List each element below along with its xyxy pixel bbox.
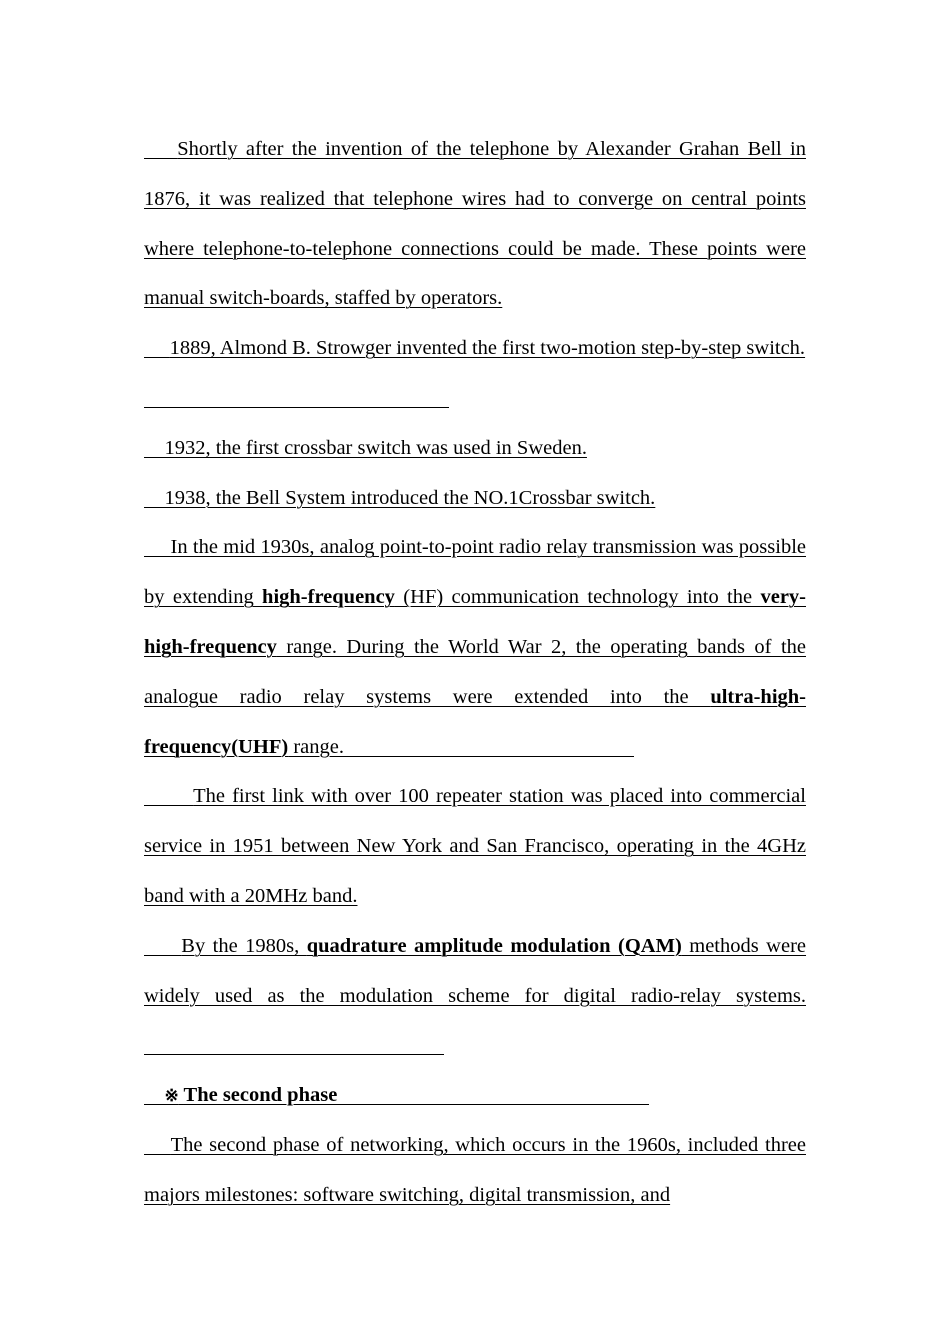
paragraph-text: The first link with over 100 repeater station was placed into commercial service in 1951 between New York and San Francisco, operating in the 4GHz band with a 20MHz band. [144,785,806,907]
paragraph-text: 1932, the first crossbar switch was used in Sweden. [164,436,587,459]
section-heading-text: The second phase [183,1084,338,1107]
underline-fill [344,755,634,757]
paragraph-text: By the 1980s, [181,934,307,957]
paragraph-telephone-invention [144,125,806,324]
document-page [144,125,806,1221]
paragraph-text: 1938, the Bell System introduced the NO.1Crossbar switch. [164,486,656,509]
underline-fill [144,406,449,408]
paragraph-second-phase [144,1121,806,1221]
paragraph-text: range. [288,735,345,758]
underline-fill [337,1103,649,1105]
paragraph-text: methods were widely used as the modulation scheme for digital radio-relay systems. [144,934,807,1007]
underline-fill [144,1053,444,1055]
paragraph-strowger [144,324,806,424]
paragraph-text: Shortly after the invention of the telephone by Alexander Grahan Bell in 1876, it was realized that telephone wires had to converge on central points where telephone-to-telephone connections could be made. These points were manual switch-boards, staffed by operators. [144,138,806,310]
bold-term: very-high-frequency [144,586,806,658]
paragraph-text: The second phase of networking, which occurs in the 1960s, included three majors milestones: software switching, digital transmission, and [144,1133,806,1206]
paragraph-crossbar-sweden [144,424,806,474]
paragraph-qam [144,922,806,1071]
paragraph-radio-relay [144,523,806,772]
bold-term: ultra-high- frequency(UHF) [144,685,806,758]
section-heading-second-phase [144,1071,806,1121]
paragraph-text: range. During the World War 2, the operating bands of the analogue radio relay systems were extended into the [144,635,806,708]
bold-term: high-frequency [262,586,395,609]
paragraph-text: In the mid 1930s, analog point-to-point radio relay transmission was possible by extending [144,536,806,609]
paragraph-text: (HF) communication technology into the [394,586,761,609]
paragraph-first-link [144,772,806,921]
reference-mark-icon: ※ [164,1086,179,1106]
paragraph-bell-crossbar [144,474,806,524]
bold-term: quadrature amplitude modulation (QAM) [306,934,682,957]
paragraph-text: 1889, Almond B. Strowger invented the first two-motion step-by-step switch. [169,337,806,360]
